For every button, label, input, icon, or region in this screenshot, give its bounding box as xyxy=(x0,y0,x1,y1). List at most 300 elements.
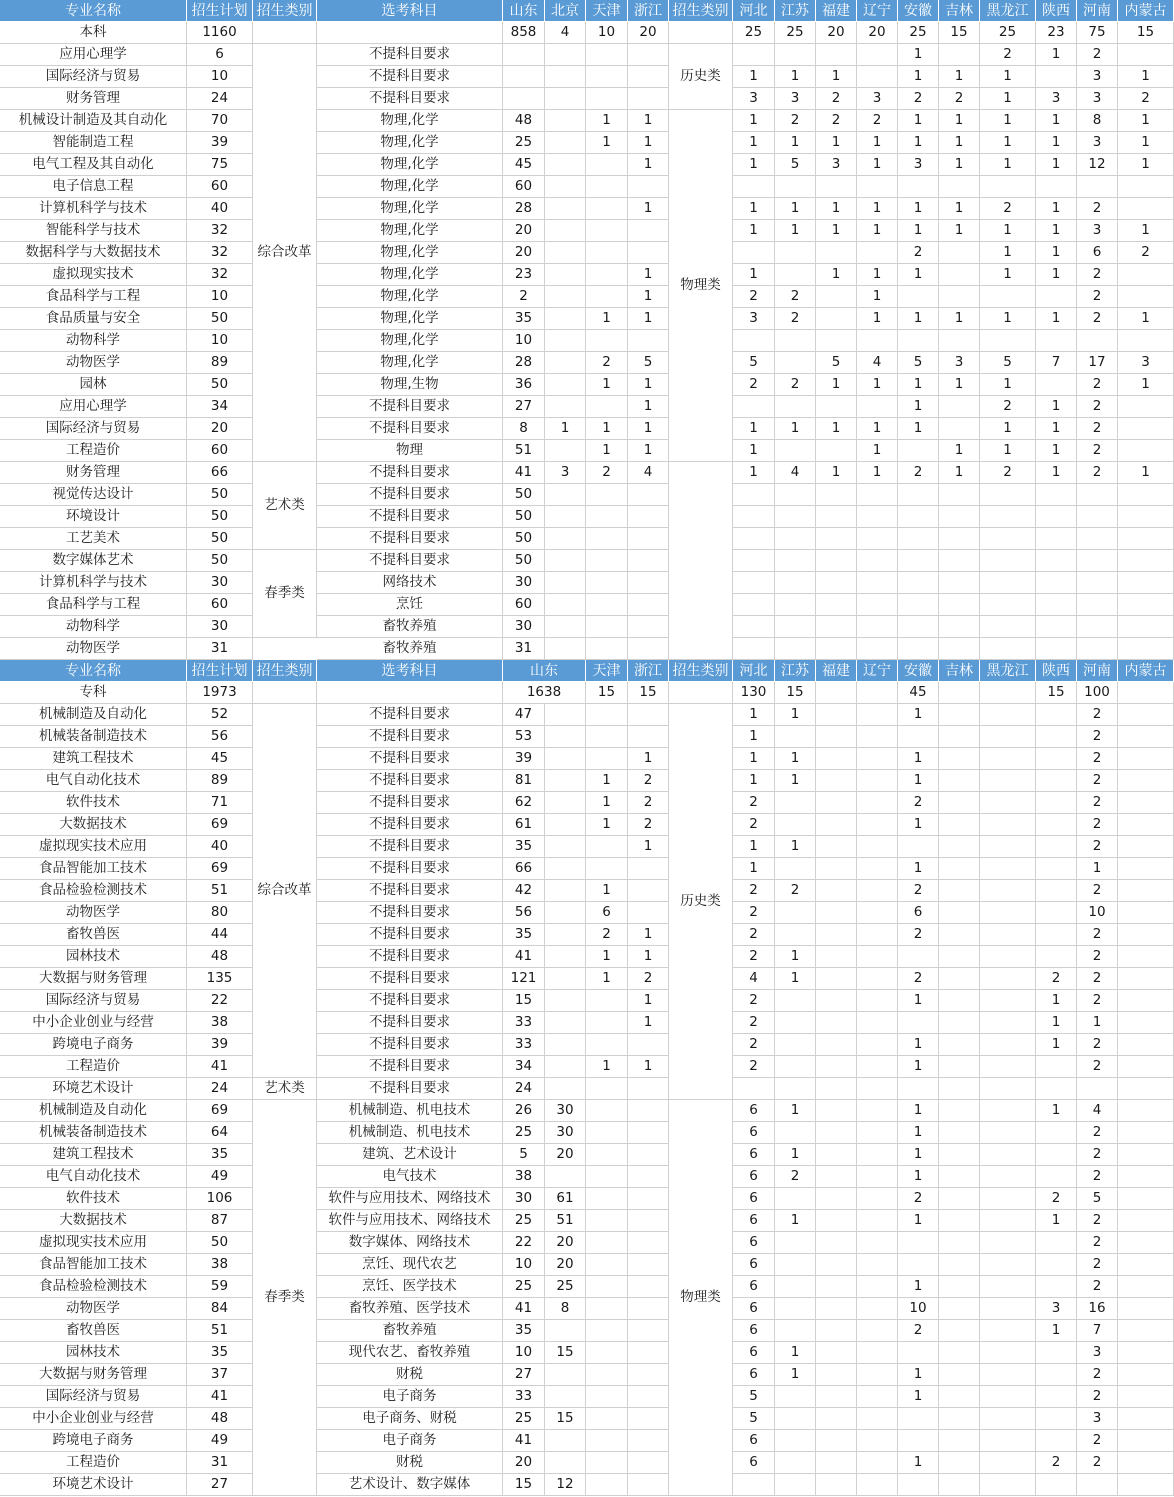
major-row-province xyxy=(1036,1144,1077,1166)
major-row-province xyxy=(857,1122,898,1144)
major-name: 工程造价 xyxy=(0,1452,187,1474)
major-row-province xyxy=(939,1386,980,1408)
summary-province: 25 xyxy=(775,22,816,44)
major-name: 中小企业创业与经营 xyxy=(0,1408,187,1430)
major-name: 中小企业创业与经营 xyxy=(0,1012,187,1034)
summary-province: 25 xyxy=(898,22,939,44)
major-row-province: 6 xyxy=(733,1320,775,1342)
major-row-province: 2 xyxy=(1077,462,1118,484)
column-header: 山东 xyxy=(503,0,545,22)
shandong-count xyxy=(503,88,545,110)
major-row-province xyxy=(1118,638,1174,660)
major-row-province: 6 xyxy=(898,902,939,924)
plan-count: 35 xyxy=(187,1144,253,1166)
plan-count: 69 xyxy=(187,1100,253,1122)
major-row-province: 2 xyxy=(1077,924,1118,946)
major-row-province xyxy=(733,572,775,594)
major-row-province: 5 xyxy=(733,352,775,374)
major-row-province xyxy=(857,968,898,990)
column-header: 安徽 xyxy=(898,0,939,22)
major-row-province xyxy=(857,1056,898,1078)
major-name: 大数据与财务管理 xyxy=(0,968,187,990)
major-name: 动物医学 xyxy=(0,1298,187,1320)
major-name: 软件技术 xyxy=(0,1188,187,1210)
major-row-province: 2 xyxy=(1077,440,1118,462)
major-row-province: 2 xyxy=(775,880,816,902)
major-name: 机械设计制造及其自动化 xyxy=(0,110,187,132)
column-header: 专业名称 xyxy=(0,660,187,682)
column-header: 天津 xyxy=(586,0,628,22)
shandong-count: 28 xyxy=(503,198,545,220)
subject-requirement: 物理,化学 xyxy=(317,286,503,308)
tianjin-count xyxy=(586,1144,628,1166)
summary-province: 15 xyxy=(1036,682,1077,704)
major-row-province: 5 xyxy=(980,352,1036,374)
major-row-province: 1 xyxy=(733,836,775,858)
tianjin-count: 1 xyxy=(586,440,628,462)
beijing-count xyxy=(545,1430,586,1452)
plan-count: 69 xyxy=(187,858,253,880)
major-row-province: 1 xyxy=(898,132,939,154)
plan-count: 51 xyxy=(187,1320,253,1342)
shandong-count: 30 xyxy=(503,616,545,638)
major-row-province: 2 xyxy=(733,374,775,396)
zhejiang-count xyxy=(628,880,669,902)
shandong-count: 23 xyxy=(503,264,545,286)
major-row-province: 1 xyxy=(898,198,939,220)
plan-count: 52 xyxy=(187,704,253,726)
major-row-province xyxy=(1118,1056,1174,1078)
shandong-count: 50 xyxy=(503,528,545,550)
major-row-province xyxy=(939,1056,980,1078)
plan-count: 10 xyxy=(187,330,253,352)
major-row-province: 1 xyxy=(816,66,857,88)
major-row-province: 1 xyxy=(733,418,775,440)
zhejiang-count xyxy=(628,242,669,264)
major-row-province xyxy=(816,1298,857,1320)
beijing-count xyxy=(545,308,586,330)
shandong-count: 45 xyxy=(503,154,545,176)
major-row-province xyxy=(1118,484,1174,506)
subject-category: 历史类 xyxy=(669,704,733,1100)
major-row-province xyxy=(980,1320,1036,1342)
major-row-province xyxy=(980,792,1036,814)
major-row-province: 1 xyxy=(898,1166,939,1188)
shandong-count: 25 xyxy=(503,1122,545,1144)
major-row-province: 2 xyxy=(733,902,775,924)
tianjin-count: 2 xyxy=(586,462,628,484)
major-row-province xyxy=(980,528,1036,550)
major-name: 软件技术 xyxy=(0,792,187,814)
major-row-province: 2 xyxy=(733,990,775,1012)
major-row-province: 1 xyxy=(775,1342,816,1364)
shandong-count: 42 xyxy=(503,880,545,902)
plan-count: 69 xyxy=(187,814,253,836)
plan-count: 10 xyxy=(187,66,253,88)
major-row-province xyxy=(816,242,857,264)
beijing-count xyxy=(545,374,586,396)
shandong-count: 30 xyxy=(503,1188,545,1210)
subject-requirement: 物理,化学 xyxy=(317,154,503,176)
subject-requirement: 电子商务、财税 xyxy=(317,1408,503,1430)
major-row-province xyxy=(980,1056,1036,1078)
major-row-province: 1 xyxy=(1036,220,1077,242)
major-row-province xyxy=(980,484,1036,506)
major-row-province: 1 xyxy=(939,220,980,242)
major-row-province xyxy=(733,242,775,264)
beijing-count: 20 xyxy=(545,1144,586,1166)
major-row-province: 1 xyxy=(1118,220,1174,242)
plan-count: 50 xyxy=(187,506,253,528)
major-row-province: 3 xyxy=(775,88,816,110)
major-row-province xyxy=(857,528,898,550)
subject-requirement: 物理,化学 xyxy=(317,352,503,374)
major-row-province: 1 xyxy=(980,220,1036,242)
tianjin-count xyxy=(586,286,628,308)
summary-shandong: 858 xyxy=(503,22,545,44)
major-row-province xyxy=(1036,1232,1077,1254)
major-row-province xyxy=(857,770,898,792)
beijing-count: 15 xyxy=(545,1342,586,1364)
major-row-province xyxy=(857,638,898,660)
major-row-province xyxy=(939,176,980,198)
beijing-count xyxy=(545,132,586,154)
major-row-province: 1 xyxy=(1118,66,1174,88)
major-name: 食品科学与工程 xyxy=(0,286,187,308)
major-row-province: 3 xyxy=(733,88,775,110)
zhejiang-count xyxy=(628,1342,669,1364)
major-row-province xyxy=(857,396,898,418)
major-row-province xyxy=(816,1078,857,1100)
major-row-province: 4 xyxy=(775,462,816,484)
plan-count: 10 xyxy=(187,286,253,308)
beijing-count xyxy=(545,528,586,550)
major-row-province xyxy=(1077,638,1118,660)
beijing-count xyxy=(545,154,586,176)
major-name: 园林技术 xyxy=(0,1342,187,1364)
major-row-province xyxy=(857,66,898,88)
major-row-province: 7 xyxy=(1036,352,1077,374)
summary-blank xyxy=(669,682,733,704)
major-row-province xyxy=(775,572,816,594)
subject-requirement: 软件与应用技术、网络技术 xyxy=(317,1210,503,1232)
tianjin-count xyxy=(586,1430,628,1452)
summary-blank xyxy=(317,22,503,44)
major-row-province xyxy=(1077,484,1118,506)
major-row-province: 1 xyxy=(898,110,939,132)
summary-province: 15 xyxy=(775,682,816,704)
major-row-province xyxy=(1036,902,1077,924)
major-row-province: 1 xyxy=(775,418,816,440)
major-row-province xyxy=(816,1452,857,1474)
major-row-province xyxy=(980,550,1036,572)
major-row-province xyxy=(980,1078,1036,1100)
major-row-province xyxy=(1036,1254,1077,1276)
major-row-province xyxy=(1118,836,1174,858)
major-row-province xyxy=(816,1254,857,1276)
tianjin-count xyxy=(586,1100,628,1122)
summary-blank xyxy=(317,682,503,704)
major-row-province xyxy=(939,594,980,616)
plan-count: 60 xyxy=(187,176,253,198)
major-row-province xyxy=(1036,484,1077,506)
major-row-province: 1 xyxy=(1077,1012,1118,1034)
major-row-province: 1 xyxy=(775,1144,816,1166)
zhejiang-count: 1 xyxy=(628,110,669,132)
plan-count: 32 xyxy=(187,242,253,264)
major-row-province: 6 xyxy=(733,1298,775,1320)
major-row-province: 2 xyxy=(1077,396,1118,418)
subject-requirement: 物理,化学 xyxy=(317,264,503,286)
plan-count: 44 xyxy=(187,924,253,946)
major-row-province xyxy=(816,880,857,902)
major-row-province: 1 xyxy=(857,132,898,154)
major-row-province xyxy=(733,330,775,352)
major-row-province xyxy=(898,286,939,308)
plan-count: 38 xyxy=(187,1012,253,1034)
zhejiang-count xyxy=(628,1100,669,1122)
beijing-count xyxy=(545,66,586,88)
beijing-count xyxy=(545,924,586,946)
major-row-province xyxy=(939,902,980,924)
beijing-count xyxy=(545,198,586,220)
zhejiang-count xyxy=(628,594,669,616)
major-row-province xyxy=(857,1100,898,1122)
tianjin-count: 2 xyxy=(586,352,628,374)
major-row-province: 2 xyxy=(733,946,775,968)
major-name: 食品检验检测技术 xyxy=(0,1276,187,1298)
shandong-count: 25 xyxy=(503,1276,545,1298)
major-row-province: 2 xyxy=(898,924,939,946)
major-row-province: 1 xyxy=(1036,154,1077,176)
major-row-province: 1 xyxy=(898,1210,939,1232)
major-row-province xyxy=(898,1254,939,1276)
major-row-province: 6 xyxy=(733,1342,775,1364)
major-row-province xyxy=(939,1320,980,1342)
major-row-province: 2 xyxy=(980,44,1036,66)
major-row-province xyxy=(1118,748,1174,770)
major-row-province xyxy=(898,440,939,462)
major-row-province xyxy=(939,1342,980,1364)
major-row-province xyxy=(733,176,775,198)
major-row-province xyxy=(898,506,939,528)
major-row-province xyxy=(775,902,816,924)
major-row-province xyxy=(1118,286,1174,308)
plan-count: 89 xyxy=(187,352,253,374)
plan-count: 31 xyxy=(187,638,253,660)
major-row-province xyxy=(733,44,775,66)
beijing-count xyxy=(545,748,586,770)
major-row-province xyxy=(980,616,1036,638)
major-row-province: 2 xyxy=(1077,770,1118,792)
major-row-province: 2 xyxy=(1036,1452,1077,1474)
summary-province: 23 xyxy=(1036,22,1077,44)
major-row-province: 1 xyxy=(1036,440,1077,462)
major-row-province xyxy=(775,330,816,352)
shandong-count: 50 xyxy=(503,506,545,528)
zhejiang-count: 1 xyxy=(628,132,669,154)
summary-province xyxy=(939,682,980,704)
major-name: 动物医学 xyxy=(0,352,187,374)
major-name: 环境艺术设计 xyxy=(0,1078,187,1100)
shandong-count: 50 xyxy=(503,550,545,572)
major-name: 动物科学 xyxy=(0,616,187,638)
major-row-province: 1 xyxy=(898,1276,939,1298)
major-row-province: 1 xyxy=(1036,396,1077,418)
major-row-province xyxy=(1118,418,1174,440)
major-name: 大数据技术 xyxy=(0,814,187,836)
major-row-province: 2 xyxy=(1077,1144,1118,1166)
beijing-count xyxy=(545,1056,586,1078)
tianjin-count xyxy=(586,506,628,528)
major-row-province xyxy=(733,396,775,418)
major-row-province xyxy=(939,1430,980,1452)
major-row-province: 1 xyxy=(1118,462,1174,484)
major-row-province: 1 xyxy=(898,814,939,836)
major-row-province: 2 xyxy=(1077,1452,1118,1474)
major-row-province xyxy=(1036,1474,1077,1496)
major-row-province xyxy=(939,858,980,880)
plan-count: 27 xyxy=(187,1474,253,1496)
beijing-count xyxy=(545,352,586,374)
major-row-province: 2 xyxy=(1077,792,1118,814)
tianjin-count xyxy=(586,1408,628,1430)
subject-requirement: 物理,化学 xyxy=(317,220,503,242)
subject-requirement: 机械制造、机电技术 xyxy=(317,1122,503,1144)
major-row-province: 2 xyxy=(1077,1232,1118,1254)
plan-count: 51 xyxy=(187,880,253,902)
major-row-province xyxy=(816,440,857,462)
major-row-province xyxy=(1077,176,1118,198)
shandong-count: 60 xyxy=(503,594,545,616)
major-name: 数据科学与大数据技术 xyxy=(0,242,187,264)
shandong-count: 34 xyxy=(503,1056,545,1078)
subject-requirement: 物理,化学 xyxy=(317,242,503,264)
tianjin-count xyxy=(586,44,628,66)
major-row-province xyxy=(939,1034,980,1056)
shandong-count: 35 xyxy=(503,836,545,858)
zhejiang-count: 1 xyxy=(628,924,669,946)
admission-category: 综合改革 xyxy=(253,44,317,462)
major-row-province: 1 xyxy=(898,858,939,880)
major-row-province xyxy=(816,814,857,836)
major-row-province: 1 xyxy=(775,198,816,220)
major-row-province: 1 xyxy=(939,154,980,176)
major-row-province xyxy=(1118,1474,1174,1496)
beijing-count xyxy=(545,1166,586,1188)
plan-count: 50 xyxy=(187,1232,253,1254)
major-row-province xyxy=(939,1232,980,1254)
major-row-province: 16 xyxy=(1077,1298,1118,1320)
beijing-count: 12 xyxy=(545,1474,586,1496)
zhejiang-count: 1 xyxy=(628,154,669,176)
major-row-province xyxy=(816,572,857,594)
major-row-province xyxy=(980,286,1036,308)
plan-count: 50 xyxy=(187,374,253,396)
major-row-province: 1 xyxy=(775,1100,816,1122)
summary-zhejiang: 15 xyxy=(628,682,669,704)
shandong-count: 20 xyxy=(503,242,545,264)
beijing-count xyxy=(545,264,586,286)
major-row-province xyxy=(816,396,857,418)
shandong-count: 20 xyxy=(503,1452,545,1474)
major-row-province xyxy=(1036,1430,1077,1452)
major-row-province xyxy=(1118,1166,1174,1188)
major-row-province xyxy=(857,902,898,924)
major-row-province xyxy=(857,1188,898,1210)
major-row-province xyxy=(775,858,816,880)
major-row-province xyxy=(1118,1012,1174,1034)
major-row-province: 1 xyxy=(775,1210,816,1232)
shandong-count: 20 xyxy=(503,220,545,242)
shandong-count: 25 xyxy=(503,1408,545,1430)
major-row-province xyxy=(733,1078,775,1100)
major-row-province xyxy=(980,572,1036,594)
column-header: 吉林 xyxy=(939,0,980,22)
major-row-province xyxy=(898,176,939,198)
major-row-province: 1 xyxy=(980,154,1036,176)
column-header: 黑龙江 xyxy=(980,0,1036,22)
zhejiang-count xyxy=(628,550,669,572)
major-row-province xyxy=(1036,946,1077,968)
plan-count: 32 xyxy=(187,220,253,242)
major-row-province: 4 xyxy=(1077,1100,1118,1122)
major-row-province xyxy=(1077,528,1118,550)
plan-count: 49 xyxy=(187,1430,253,1452)
major-row-province: 1 xyxy=(980,264,1036,286)
major-row-province: 1 xyxy=(857,418,898,440)
zhejiang-count xyxy=(628,1276,669,1298)
major-row-province xyxy=(939,264,980,286)
zhejiang-count xyxy=(628,1210,669,1232)
major-row-province xyxy=(816,946,857,968)
plan-count: 49 xyxy=(187,1166,253,1188)
zhejiang-count xyxy=(628,1452,669,1474)
major-row-province xyxy=(939,792,980,814)
major-row-province xyxy=(857,1386,898,1408)
major-row-province: 2 xyxy=(1077,1254,1118,1276)
major-row-province xyxy=(1077,616,1118,638)
major-row-province xyxy=(1118,924,1174,946)
major-row-province: 3 xyxy=(1077,66,1118,88)
summary-beijing: 4 xyxy=(545,22,586,44)
shandong-count: 25 xyxy=(503,132,545,154)
subject-requirement: 不提科目要求 xyxy=(317,462,503,484)
major-row-province: 1 xyxy=(857,154,898,176)
beijing-count xyxy=(545,792,586,814)
plan-count: 37 xyxy=(187,1364,253,1386)
column-header: 招生类别 xyxy=(669,0,733,22)
zhejiang-count xyxy=(628,1386,669,1408)
subject-requirement: 电子商务 xyxy=(317,1430,503,1452)
tianjin-count xyxy=(586,1166,628,1188)
major-row-province xyxy=(939,1452,980,1474)
tianjin-count xyxy=(586,1276,628,1298)
major-row-province xyxy=(857,1210,898,1232)
major-row-province xyxy=(816,1408,857,1430)
major-row-province xyxy=(1118,704,1174,726)
major-row-province: 3 xyxy=(1118,352,1174,374)
column-header: 黑龙江 xyxy=(980,660,1036,682)
major-row-province: 6 xyxy=(733,1276,775,1298)
major-row-province: 5 xyxy=(816,352,857,374)
major-row-province: 1 xyxy=(775,1364,816,1386)
major-name: 应用心理学 xyxy=(0,396,187,418)
major-name: 建筑工程技术 xyxy=(0,1144,187,1166)
admission-category: 春季类 xyxy=(253,1100,317,1496)
major-row-province: 1 xyxy=(898,748,939,770)
major-row-province xyxy=(898,1430,939,1452)
